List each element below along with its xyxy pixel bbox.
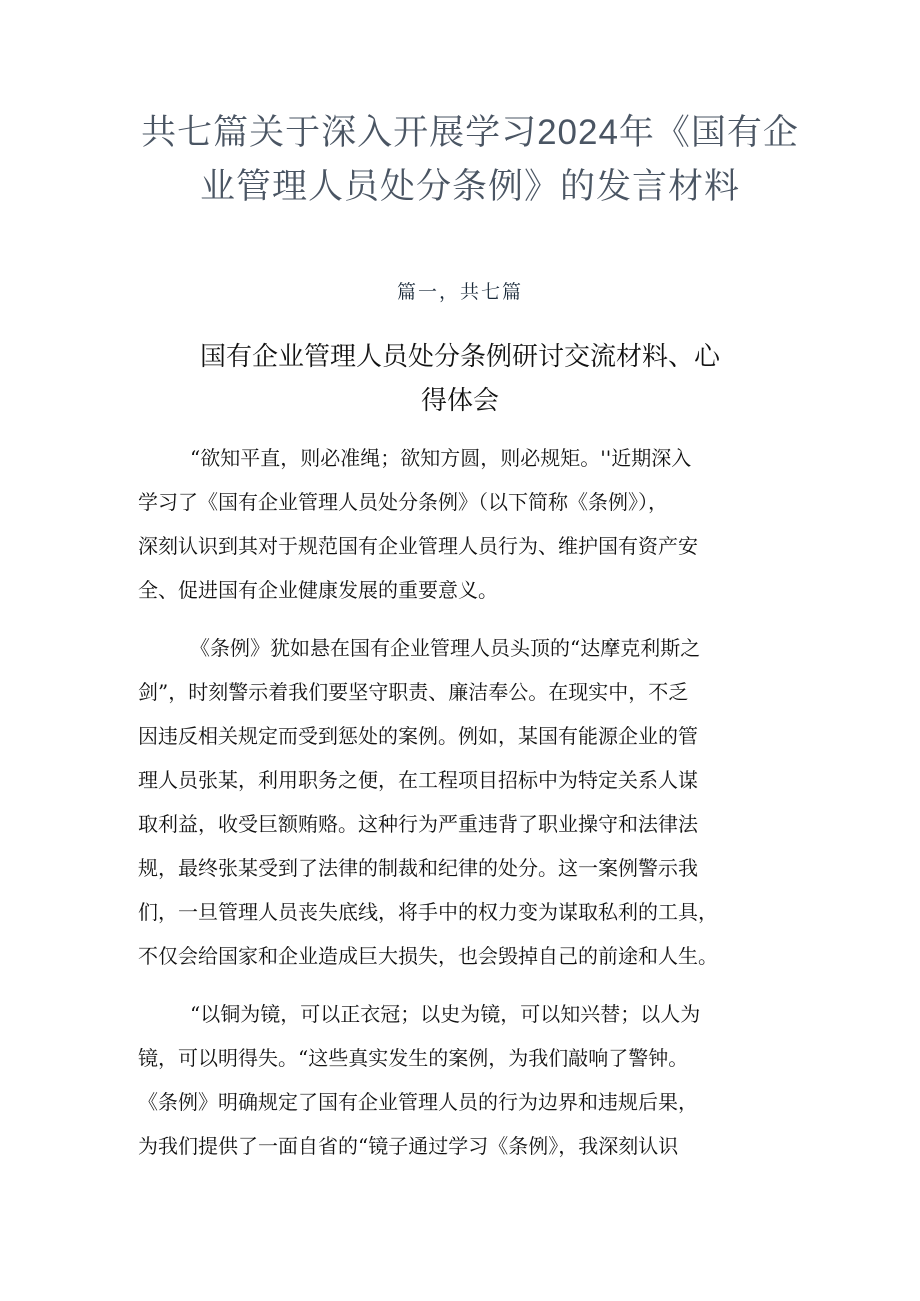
paragraph-line: “欲知平直，则必准绳；欲知方圆，则必规矩。''近期深入 — [190, 446, 692, 470]
subtitle-line: 得体会 — [420, 385, 499, 415]
body-paragraph-2 — [138, 626, 798, 978]
paragraph-line: 剑”，时刻警示着我们要坚守职责、廉洁奉公。在现实中，不乏 — [138, 680, 689, 704]
body-paragraph-1 — [138, 436, 798, 612]
paragraph-line: 全、促进国有企业健康发展的重要意义。 — [138, 578, 498, 602]
paragraph-line: 理人员张某，利用职务之便，在工程项目招标中为特定关系人谋 — [138, 768, 698, 792]
section-label: 篇一，共七篇 — [396, 281, 523, 303]
paragraph-line: 镜，可以明得失。“这些真实发生的案例，为我们敲响了警钟。 — [138, 1046, 689, 1070]
paragraph-line: 为我们提供了一面自省的“镜子通过学习《条例》，我深刻认识 — [138, 1134, 679, 1158]
subtitle-line: 国有企业管理人员处分条例研讨交流材料、心 — [199, 341, 720, 371]
paragraph-line: 深刻认识到其对于规范国有企业管理人员行为、维护国有资产安 — [138, 534, 698, 558]
paragraph-line: 学习了《国有企业管理人员处分条例》（以下简称《条例》）， — [138, 490, 668, 514]
title-line: 业管理人员处分条例》的发言材料 — [199, 167, 740, 206]
paragraph-line: 规，最终张某受到了法律的制裁和纪律的处分。这一案例警示我 — [138, 856, 698, 880]
document-title — [120, 106, 820, 214]
paragraph-line: 们，一旦管理人员丧失底线，将手中的权力变为谋取私利的工具， — [138, 900, 718, 924]
paragraph-line: 《条例》明确规定了国有企业管理人员的行为边界和违规后果， — [138, 1090, 698, 1114]
body-paragraph-3 — [138, 992, 798, 1168]
paragraph-line: 《条例》犹如悬在国有企业管理人员头顶的“达摩克利斯之 — [190, 636, 701, 660]
paragraph-line: 取利益，收受巨额贿赂。这种行为严重违背了职业操守和法律法 — [138, 812, 698, 836]
paragraph-line: “以铜为镜，可以正衣冠；以史为镜，可以知兴替；以人为 — [190, 1002, 701, 1026]
title-line: 共七篇关于深入开展学习2024年《国有企 — [141, 113, 799, 152]
paragraph-line: 不仅会给国家和企业造成巨大损失，也会毁掉自己的前途和人生。 — [138, 944, 718, 968]
paragraph-line: 因违反相关规定而受到惩处的案例。例如，某国有能源企业的管 — [138, 724, 698, 748]
section-subtitle — [160, 334, 760, 422]
